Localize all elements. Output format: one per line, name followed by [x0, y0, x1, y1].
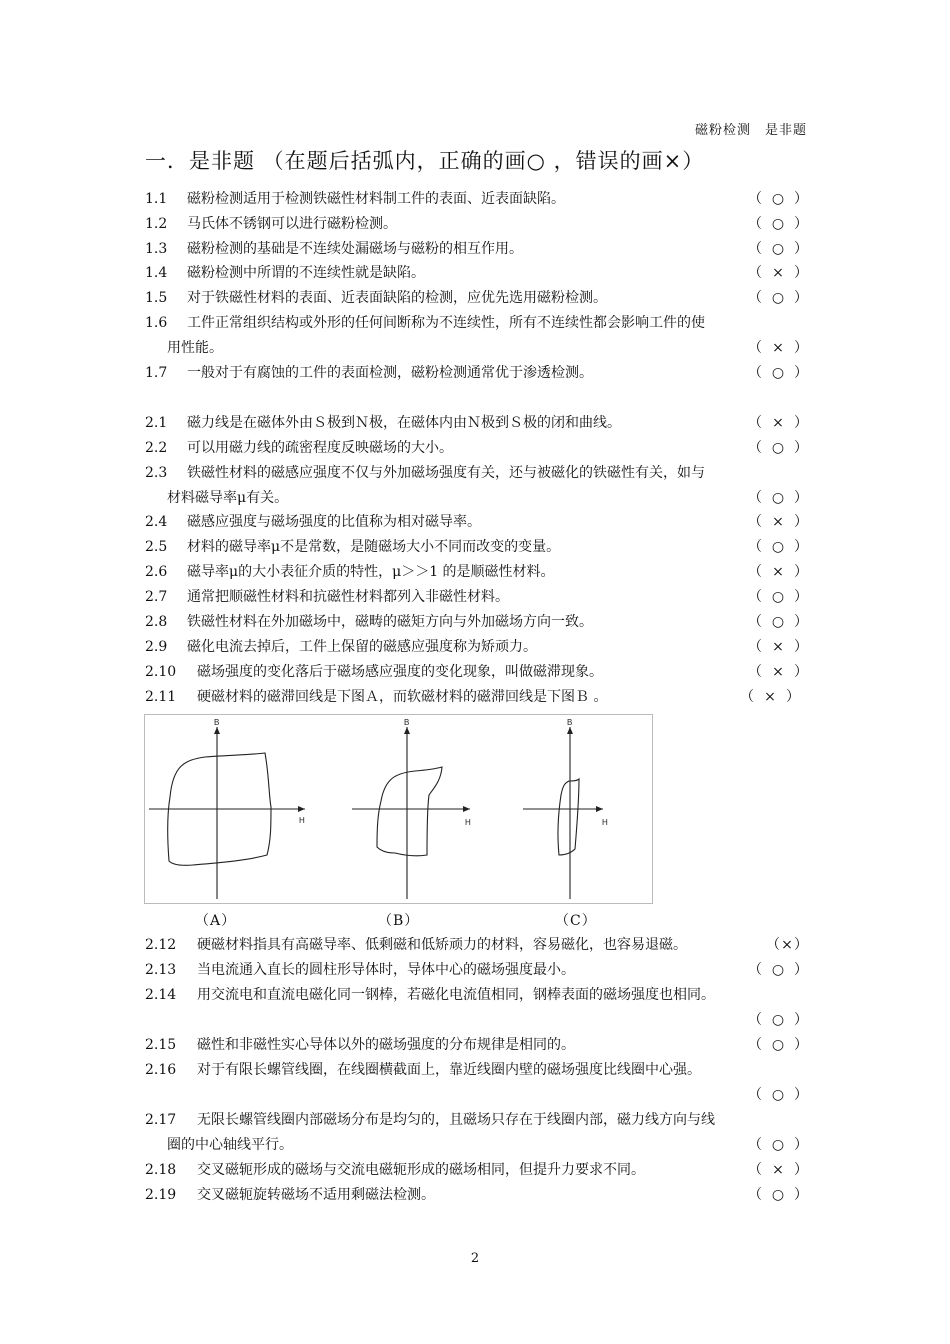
question-text: 磁粉检测的基础是不连续处漏磁场与磁粉的相互作用。 — [187, 241, 523, 257]
question-2-18 — [145, 1158, 808, 1182]
question-number: 2.7 — [145, 589, 168, 605]
question-text: 磁导率μ的大小表征介质的特性，μ＞＞1 的是顺磁性材料。 — [187, 564, 555, 580]
question-number: 2.19 — [145, 1187, 177, 1203]
b-label-c: B — [567, 718, 573, 727]
question-number: 2.5 — [145, 539, 168, 555]
question-2-2 — [145, 436, 808, 460]
question-2-17-cont — [145, 1133, 808, 1157]
answer-mark: ○ — [771, 241, 785, 257]
question-number: 2.4 — [145, 514, 168, 530]
question-text: 磁粉检测适用于检测铁磁性材料制工件的表面、近表面缺陷。 — [187, 191, 565, 207]
answer-mark: ○ — [771, 365, 785, 381]
answer-mark: × — [772, 664, 784, 680]
question-2-8 — [145, 610, 808, 634]
question-number: 2.12 — [145, 937, 177, 953]
b-label-b: B — [404, 718, 410, 727]
question-2-7 — [145, 585, 808, 609]
question-number: 2.16 — [145, 1062, 177, 1078]
question-1-1 — [145, 187, 808, 211]
question-1-5 — [145, 286, 808, 310]
question-1-3 — [145, 237, 808, 261]
question-text: 磁性和非磁性实心导体以外的磁场强度的分布规律是相同的。 — [197, 1037, 575, 1053]
question-number: 2.6 — [145, 564, 168, 580]
answer-mark: ○ — [771, 614, 785, 630]
b-label-a: B — [214, 718, 220, 727]
question-text-cont: 材料磁导率μ有关。 — [167, 490, 289, 506]
answer-box: （ × ） — [748, 261, 808, 285]
answer-box: （ ○ ） — [748, 1133, 808, 1157]
question-2-10 — [145, 660, 808, 684]
b-arrow-a — [214, 727, 220, 734]
question-number: 2.11 — [145, 689, 177, 705]
question-number: 1.3 — [145, 241, 168, 257]
question-2-14 — [145, 983, 808, 1007]
page-number: 2 — [470, 1251, 480, 1266]
loop-c — [558, 779, 579, 855]
answer-box: （ ○ ） — [748, 1008, 808, 1032]
answer-mark: × — [772, 340, 784, 356]
answer-box: （ × ） — [748, 336, 808, 360]
section-title: 一．是非题 （在题后括弧内，正确的画○ ，错误的画×） — [145, 149, 705, 173]
h-label-a: H — [299, 816, 305, 825]
question-number: 2.2 — [145, 440, 168, 456]
question-number: 1.2 — [145, 216, 168, 232]
question-number: 2.3 — [145, 465, 168, 481]
answer-mark: ○ — [771, 589, 785, 605]
loop-b — [377, 767, 442, 856]
question-text: 无限长螺管线圈内部磁场分布是均匀的，且磁场只存在于线圈内部，磁力线方向与线 — [197, 1112, 715, 1128]
question-text: 磁粉检测中所谓的不连续性就是缺陷。 — [187, 265, 425, 281]
question-text: 硬磁材料指具有高磁导率、低剩磁和低矫顽力的材料，容易磁化，也容易退磁。 — [197, 937, 687, 953]
question-2-15 — [145, 1033, 808, 1057]
question-2-9 — [145, 635, 808, 659]
answer-mark: ○ — [771, 290, 785, 306]
question-number: 2.17 — [145, 1112, 177, 1128]
question-text: 当电流通入直长的圆柱形导体时，导体中心的磁场强度最小。 — [197, 962, 575, 978]
answer-mark: ○ — [771, 490, 785, 506]
question-number: 2.10 — [145, 664, 177, 680]
question-number: 1.5 — [145, 290, 168, 306]
question-2-5 — [145, 535, 808, 559]
h-arrow-b — [463, 806, 470, 812]
question-text: 对于有限长螺管线圈，在线圈横截面上，靠近线圈内壁的磁场强度比线圈中心强。 — [197, 1062, 701, 1078]
question-text: 磁感应强度与磁场强度的比值称为相对磁导率。 — [187, 514, 481, 530]
question-text: 通常把顺磁性材料和抗磁性材料都列入非磁性材料。 — [187, 589, 509, 605]
question-text: 对于铁磁性材料的表面、近表面缺陷的检测，应优先选用磁粉检测。 — [187, 290, 607, 306]
answer-box: （ × ） — [748, 411, 808, 435]
answer-mark: ○ — [771, 191, 785, 207]
answer-box: （ ○ ） — [748, 212, 808, 236]
question-text: 磁力线是在磁体外由Ｓ极到Ｎ极，在磁体内由Ｎ极到Ｓ极的闭和曲线。 — [187, 415, 621, 431]
question-number: 2.14 — [145, 987, 177, 1003]
question-2-3-cont — [145, 486, 808, 510]
answer-box: （ ○ ） — [748, 958, 808, 982]
question-2-16-cont — [145, 1083, 808, 1107]
answer-mark: × — [772, 514, 784, 530]
question-1-7 — [145, 361, 808, 385]
answer-box: （ × ） — [766, 933, 808, 957]
b-arrow-b — [404, 727, 410, 734]
answer-box: （ ○ ） — [748, 286, 808, 310]
answer-mark: ○ — [771, 1012, 785, 1028]
question-1-2 — [145, 212, 808, 236]
answer-box: （ × ） — [748, 1158, 808, 1182]
question-text: 铁磁性材料的磁感应强度不仅与外加磁场强度有关，还与被磁化的铁磁性有关，如与 — [187, 465, 705, 481]
h-label-b: H — [465, 818, 471, 827]
question-number: 1.4 — [145, 265, 168, 281]
question-number: 2.18 — [145, 1162, 177, 1178]
answer-mark: × — [772, 564, 784, 580]
question-1-6-cont — [145, 336, 808, 360]
answer-box: （ × ） — [740, 685, 800, 709]
answer-box: （ × ） — [748, 560, 808, 584]
question-2-3 — [145, 461, 808, 485]
question-number: 2.8 — [145, 614, 168, 630]
question-text: 可以用磁力线的疏密程度反映磁场的大小。 — [187, 440, 453, 456]
figure-caption-a: （A） — [195, 913, 237, 929]
answer-box: （ ○ ） — [748, 237, 808, 261]
answer-box: （ ○ ） — [748, 1083, 808, 1107]
answer-mark: × — [772, 415, 784, 431]
question-2-14-cont — [145, 1008, 808, 1032]
answer-box: （ ○ ） — [748, 436, 808, 460]
answer-mark: ○ — [771, 440, 785, 456]
answer-box: （ ○ ） — [748, 535, 808, 559]
hysteresis-loops-svg — [145, 715, 652, 903]
question-text: 磁化电流去掉后，工件上保留的磁感应强度称为矫顽力。 — [187, 639, 537, 655]
answer-mark: ○ — [771, 216, 785, 232]
answer-box: （ ○ ） — [748, 585, 808, 609]
question-number: 2.9 — [145, 639, 168, 655]
answer-mark: ○ — [771, 1137, 785, 1153]
answer-mark: ○ — [771, 539, 785, 555]
question-2-6 — [145, 560, 808, 584]
answer-mark: ○ — [771, 1037, 785, 1053]
question-text: 材料的磁导率μ不是常数，是随磁场大小不同而改变的变量。 — [187, 539, 561, 555]
question-number: 2.15 — [145, 1037, 177, 1053]
h-arrow-c — [596, 806, 603, 812]
answer-mark: × — [781, 937, 793, 953]
question-2-17 — [145, 1108, 808, 1132]
question-number: 2.13 — [145, 962, 177, 978]
question-number: 1.7 — [145, 365, 168, 381]
page-header: 磁粉检测 是非题 — [694, 123, 807, 138]
answer-box: （ ○ ） — [748, 486, 808, 510]
question-1-4 — [145, 261, 808, 285]
answer-mark: ○ — [771, 962, 785, 978]
answer-mark: ○ — [771, 1187, 785, 1203]
question-1-6 — [145, 311, 808, 335]
question-2-13 — [145, 958, 808, 982]
question-text-cont: 圈的中心轴线平行。 — [167, 1137, 293, 1153]
h-label-c: H — [602, 818, 608, 827]
answer-mark: ○ — [771, 1087, 785, 1103]
figure-caption-c: （C） — [555, 913, 597, 929]
question-2-16 — [145, 1058, 808, 1082]
question-2-11 — [145, 685, 808, 709]
answer-box: （ ○ ） — [748, 1033, 808, 1057]
question-2-4 — [145, 510, 808, 534]
question-text: 用交流电和直流电磁化同一钢棒，若磁化电流值相同，钢棒表面的磁场强度也相同。 — [197, 987, 715, 1003]
answer-box: （ × ） — [748, 510, 808, 534]
answer-mark: × — [772, 265, 784, 281]
answer-box: （ ○ ） — [748, 361, 808, 385]
question-text-cont: 用性能。 — [167, 340, 223, 356]
h-arrow-a — [298, 806, 305, 812]
question-text: 铁磁性材料在外加磁场中，磁畴的磁矩方向与外加磁场方向一致。 — [187, 614, 593, 630]
question-2-12 — [145, 933, 808, 957]
answer-box: （ ○ ） — [748, 187, 808, 211]
question-text: 马氏体不锈钢可以进行磁粉检测。 — [187, 216, 397, 232]
question-number: 2.1 — [145, 415, 168, 431]
answer-box: （ × ） — [748, 635, 808, 659]
question-text: 一般对于有腐蚀的工件的表面检测，磁粉检测通常优于渗透检测。 — [187, 365, 593, 381]
b-arrow-c — [567, 727, 573, 734]
answer-box: （ ○ ） — [748, 610, 808, 634]
question-number: 1.6 — [145, 315, 168, 331]
question-number: 1.1 — [145, 191, 168, 207]
question-text: 交叉磁轭旋转磁场不适用剩磁法检测。 — [197, 1187, 435, 1203]
question-text: 交叉磁轭形成的磁场与交流电磁轭形成的磁场相同，但提升力要求不同。 — [197, 1162, 645, 1178]
question-text: 工件正常组织结构或外形的任何间断称为不连续性，所有不连续性都会影响工件的使 — [187, 315, 705, 331]
question-2-1 — [145, 411, 808, 435]
answer-mark: × — [772, 1162, 784, 1178]
figure-caption-b: （B） — [378, 913, 420, 929]
hysteresis-figure — [144, 714, 653, 904]
answer-mark: × — [772, 639, 784, 655]
answer-box: （ ○ ） — [748, 1183, 808, 1207]
question-text: 硬磁材料的磁滞回线是下图Ａ，而软磁材料的磁滞回线是下图Ｂ 。 — [197, 689, 608, 705]
question-text: 磁场强度的变化落后于磁场感应强度的变化现象，叫做磁滞现象。 — [197, 664, 603, 680]
answer-mark: × — [764, 689, 776, 705]
question-2-19 — [145, 1183, 808, 1207]
answer-box: （ × ） — [748, 660, 808, 684]
